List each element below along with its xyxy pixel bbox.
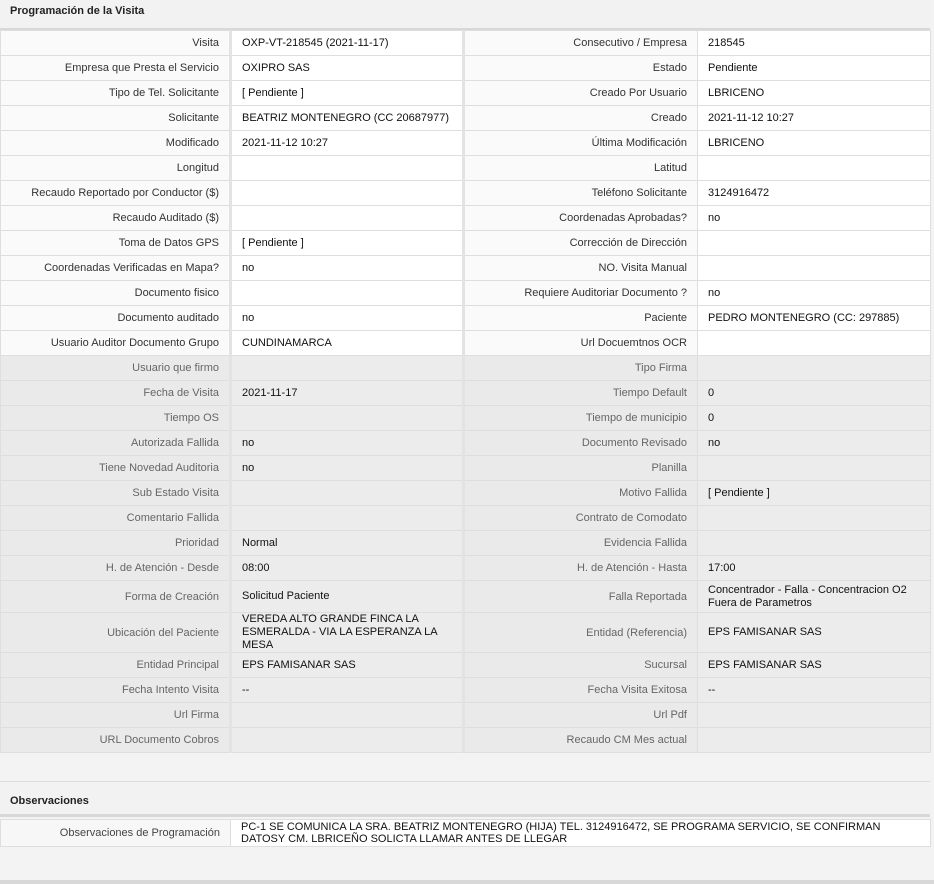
field-label: Tiempo de municipio (464, 406, 698, 431)
observations-value: PC-1 SE COMUNICA LA SRA. BEATRIZ MONTENEGRO (HIJA) TEL. 3124916472, SE PROGRAMA SERVICIO, SE CONFIRMAN DATOSY CM. LBRICEÑO SOLICTA LLAMAR ANTES DE LLEGAR (231, 820, 931, 847)
detail-row (1, 356, 931, 381)
detail-row (1, 56, 931, 81)
field-label: URL Documento Cobros (1, 728, 231, 753)
field-label: Solicitante (1, 106, 231, 131)
field-value: [ Pendiente ] (231, 231, 464, 256)
detail-row (1, 581, 931, 613)
field-label: H. de Atención - Desde (1, 556, 231, 581)
field-value: [ Pendiente ] (231, 81, 464, 106)
field-value: VEREDA ALTO GRANDE FINCA LA ESMERALDA - VIA LA ESPERANZA LA MESA (231, 613, 464, 653)
field-value (231, 356, 464, 381)
detail-row (1, 703, 931, 728)
field-value: no (698, 206, 931, 231)
field-value (231, 281, 464, 306)
detail-row (1, 206, 931, 231)
field-value (231, 156, 464, 181)
field-label: Documento auditado (1, 306, 231, 331)
field-label: Recaudo Auditado ($) (1, 206, 231, 231)
field-value: 0 (698, 381, 931, 406)
field-value: no (231, 431, 464, 456)
field-label: Tipo de Tel. Solicitante (1, 81, 231, 106)
field-label: Entidad (Referencia) (464, 613, 698, 653)
field-label: Teléfono Solicitante (464, 181, 698, 206)
field-value (231, 703, 464, 728)
detail-row (1, 156, 931, 181)
field-value (231, 728, 464, 753)
field-value: 08:00 (231, 556, 464, 581)
field-label: Creado Por Usuario (464, 81, 698, 106)
field-label: Toma de Datos GPS (1, 231, 231, 256)
detail-row (1, 81, 931, 106)
field-label: NO. Visita Manual (464, 256, 698, 281)
field-value (698, 703, 931, 728)
detail-row (1, 728, 931, 753)
field-label: Documento fisico (1, 281, 231, 306)
detail-row (1, 531, 931, 556)
detail-row (1, 131, 931, 156)
detail-row (1, 181, 931, 206)
field-value: 218545 (698, 31, 931, 56)
footer-divider (0, 880, 934, 884)
field-value: Pendiente (698, 56, 931, 81)
field-value (698, 156, 931, 181)
field-value: -- (698, 678, 931, 703)
field-label: Recaudo CM Mes actual (464, 728, 698, 753)
field-label: Url Firma (1, 703, 231, 728)
detail-row (1, 678, 931, 703)
field-label: Coordenadas Aprobadas? (464, 206, 698, 231)
field-label: Fecha de Visita (1, 381, 231, 406)
field-value (231, 406, 464, 431)
field-label: Modificado (1, 131, 231, 156)
field-label: Url Pdf (464, 703, 698, 728)
field-label: Falla Reportada (464, 581, 698, 613)
field-label: Planilla (464, 456, 698, 481)
field-value: LBRICENO (698, 81, 931, 106)
detail-row (1, 406, 931, 431)
field-value: 2021-11-12 10:27 (698, 106, 931, 131)
field-label: Usuario que firmo (1, 356, 231, 381)
field-label: Autorizada Fallida (1, 431, 231, 456)
field-value (698, 256, 931, 281)
detail-row (1, 456, 931, 481)
field-value: OXP-VT-218545 (2021-11-17) (231, 31, 464, 56)
field-value: 17:00 (698, 556, 931, 581)
field-label: Tiempo Default (464, 381, 698, 406)
field-value: BEATRIZ MONTENEGRO (CC 20687977) (231, 106, 464, 131)
field-label: Ubicación del Paciente (1, 613, 231, 653)
field-value: EPS FAMISANAR SAS (698, 653, 931, 678)
field-label: Forma de Creación (1, 581, 231, 613)
field-value: no (231, 306, 464, 331)
field-label: Corrección de Dirección (464, 231, 698, 256)
detail-row (1, 506, 931, 531)
field-label: Visita (1, 31, 231, 56)
field-label: Documento Revisado (464, 431, 698, 456)
field-label: Prioridad (1, 531, 231, 556)
detail-row (1, 256, 931, 281)
field-value (698, 356, 931, 381)
field-label: Evidencia Fallida (464, 531, 698, 556)
field-value (698, 456, 931, 481)
field-value: no (698, 431, 931, 456)
field-value: 2021-11-12 10:27 (231, 131, 464, 156)
field-label: Sub Estado Visita (1, 481, 231, 506)
field-value: 2021-11-17 (231, 381, 464, 406)
detail-row (1, 381, 931, 406)
field-value: CUNDINAMARCA (231, 331, 464, 356)
field-value: Solicitud Paciente (231, 581, 464, 613)
field-label: Requiere Auditoriar Documento ? (464, 281, 698, 306)
field-label: Última Modificación (464, 131, 698, 156)
section-title-observaciones: Observaciones (0, 781, 930, 817)
field-value: -- (231, 678, 464, 703)
field-value (698, 231, 931, 256)
field-value (698, 506, 931, 531)
field-label: Tiene Novedad Auditoria (1, 456, 231, 481)
detail-row (1, 231, 931, 256)
field-label: Tiempo OS (1, 406, 231, 431)
section-title-programacion: Programación de la Visita (0, 0, 930, 31)
field-value: EPS FAMISANAR SAS (231, 653, 464, 678)
field-label: Estado (464, 56, 698, 81)
field-label: Contrato de Comodato (464, 506, 698, 531)
field-value (231, 206, 464, 231)
field-value: no (698, 281, 931, 306)
observations-grid (0, 819, 931, 847)
field-value: no (231, 256, 464, 281)
field-value: Normal (231, 531, 464, 556)
detail-row (1, 106, 931, 131)
field-label: Creado (464, 106, 698, 131)
field-value: Concentrador - Falla - Concentracion O2 Fuera de Parametros (698, 581, 931, 613)
field-value (698, 331, 931, 356)
field-value: no (231, 456, 464, 481)
field-value (698, 531, 931, 556)
detail-row (1, 331, 931, 356)
field-label: Recaudo Reportado por Conductor ($) (1, 181, 231, 206)
field-label: Tipo Firma (464, 356, 698, 381)
field-label: Paciente (464, 306, 698, 331)
field-value: EPS FAMISANAR SAS (698, 613, 931, 653)
field-value (698, 728, 931, 753)
detail-row (1, 306, 931, 331)
detail-row (1, 613, 931, 653)
field-value (231, 506, 464, 531)
field-value: 3124916472 (698, 181, 931, 206)
field-label: Longitud (1, 156, 231, 181)
field-label: Empresa que Presta el Servicio (1, 56, 231, 81)
field-label: Url Docuemtnos OCR (464, 331, 698, 356)
field-value: OXIPRO SAS (231, 56, 464, 81)
field-value: [ Pendiente ] (698, 481, 931, 506)
field-label: Sucursal (464, 653, 698, 678)
detail-row (1, 556, 931, 581)
field-label: Latitud (464, 156, 698, 181)
field-label: Fecha Intento Visita (1, 678, 231, 703)
visit-details-grid (0, 30, 931, 753)
observations-label: Observaciones de Programación (1, 820, 231, 847)
detail-row (1, 653, 931, 678)
field-label: Coordenadas Verificadas en Mapa? (1, 256, 231, 281)
field-value (231, 481, 464, 506)
field-label: Fecha Visita Exitosa (464, 678, 698, 703)
field-value: 0 (698, 406, 931, 431)
detail-row (1, 281, 931, 306)
field-label: Motivo Fallida (464, 481, 698, 506)
field-value: PEDRO MONTENEGRO (CC: 297885) (698, 306, 931, 331)
field-label: Usuario Auditor Documento Grupo (1, 331, 231, 356)
field-value: LBRICENO (698, 131, 931, 156)
field-value (231, 181, 464, 206)
field-label: Consecutivo / Empresa (464, 31, 698, 56)
detail-row (1, 31, 931, 56)
detail-row (1, 481, 931, 506)
detail-row (1, 431, 931, 456)
field-label: H. de Atención - Hasta (464, 556, 698, 581)
field-label: Entidad Principal (1, 653, 231, 678)
field-label: Comentario Fallida (1, 506, 231, 531)
